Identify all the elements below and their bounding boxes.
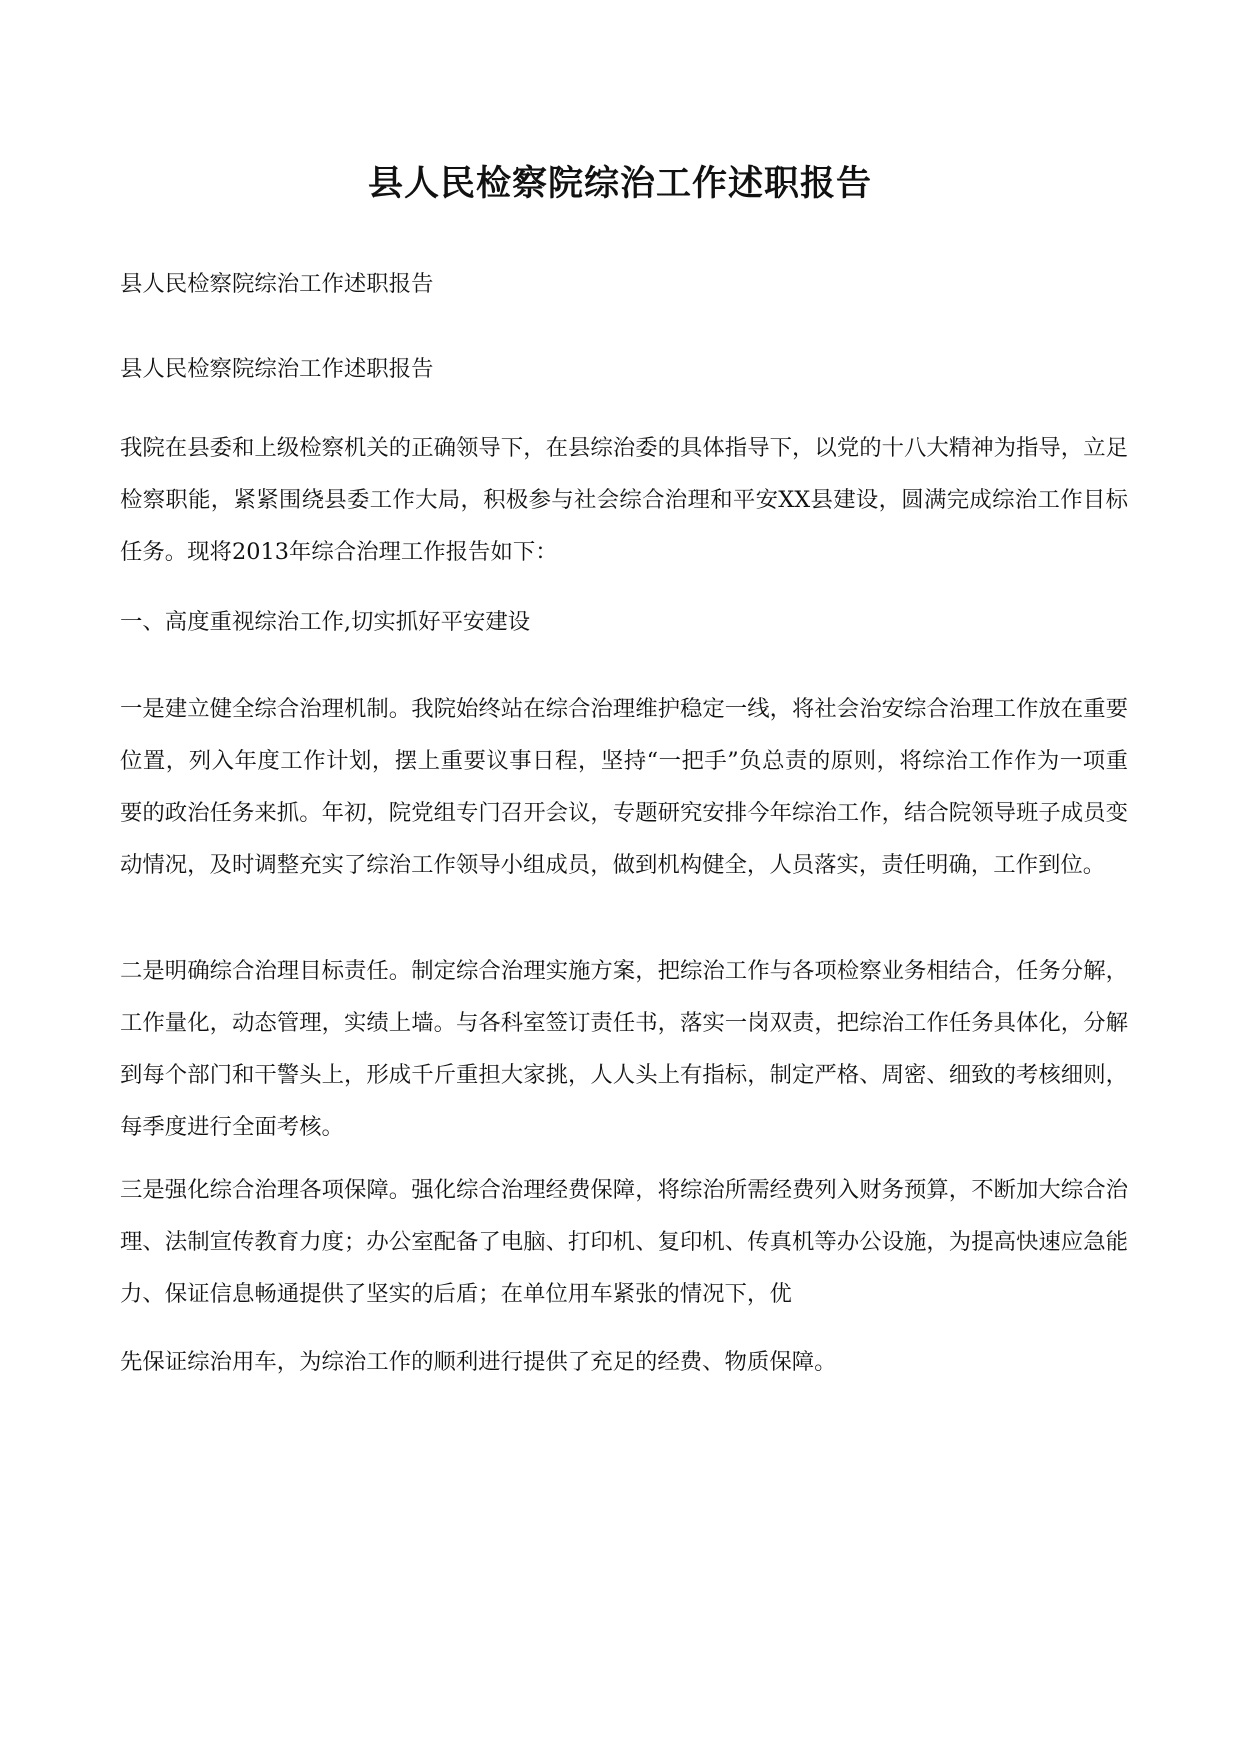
section-heading-1: 一、高度重视综治工作,切实抓好平安建设 [120,609,531,635]
intro-paragraph: 我院在县委和上级检察机关的正确领导下，在县综治委的具体指导下，以党的十八大精神为指导，立足检察职能，紧紧围绕县委工作大局，积极参与社会综合治理和平安XX县建设，圆满完成综治工作目标任务。现将2013年综合治理工作报告如下： [120,435,1128,565]
subtitle-line-1: 县人民检察院综治工作述职报告 [120,271,434,297]
paragraph-guarantee-continued: 先保证综治用车，为综治工作的顺利进行提供了充足的经费、物质保障。 [120,1349,837,1375]
subtitle-line-2: 县人民检察院综治工作述职报告 [120,356,434,382]
document-title: 县人民检察院综治工作述职报告 [367,163,872,204]
paragraph-guarantee: 三是强化综合治理各项保障。强化综合治理经费保障，将综治所需经费列入财务预算，不断加大综合治理、法制宣传教育力度；办公室配备了电脑、打印机、复印机、传真机等办公设施，为提高快速应急能力、保证信息畅通提供了坚实的后盾；在单位用车紧张的情况下，优 [120,1177,1128,1307]
paragraph-mechanism: 一是建立健全综合治理机制。我院始终站在综合治理维护稳定一线，将社会治安综合治理工作放在重要位置，列入年度工作计划，摆上重要议事日程，坚持“一把手”负总责的原则，将综治工作作为一项重要的政治任务来抓。年初，院党组专门召开会议，专题研究安排今年综治工作，结合院领导班子成员变动情况，及时调整充实了综治工作领导小组成员，做到机构健全，人员落实，责任明确，工作到位。 [120,696,1128,878]
paragraph-responsibility: 二是明确综合治理目标责任。制定综合治理实施方案，把综治工作与各项检察业务相结合，任务分解，工作量化，动态管理，实绩上墙。与各科室签订责任书，落实一岗双责，把综治工作任务具体化，分解到每个部门和干警头上，形成千斤重担大家挑，人人头上有指标，制定严格、周密、细致的考核细则，每季度进行全面考核。 [120,958,1128,1140]
